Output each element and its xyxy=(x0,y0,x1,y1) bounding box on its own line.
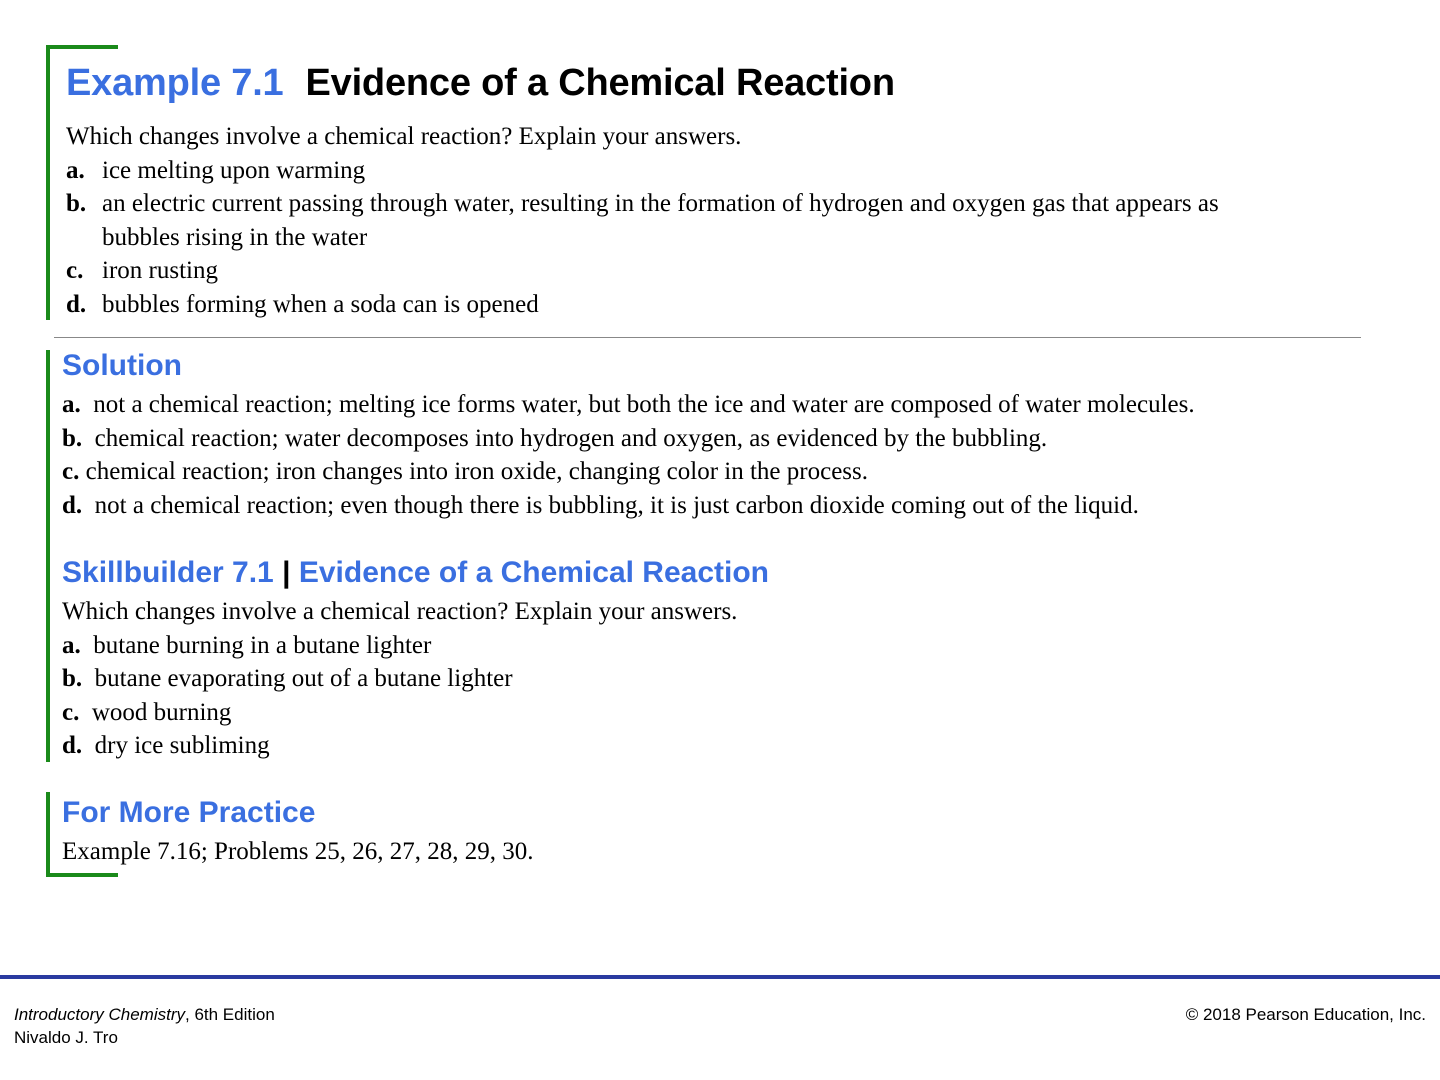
footer-copyright: © 2018 Pearson Education, Inc. xyxy=(1185,1005,1426,1024)
section-divider xyxy=(54,337,1361,338)
list-item: d. bubbles forming when a soda can is opened xyxy=(66,290,539,318)
list-item: a. not a chemical reaction; melting ice forms water, but both the ice and water are composed of water molecules. xyxy=(62,391,1195,418)
footer-book xyxy=(14,1005,275,1025)
skillbuilder-heading xyxy=(62,556,769,590)
example-number: Example 7.1 xyxy=(66,62,284,104)
list-item: d. dry ice subliming xyxy=(62,732,270,759)
list-item: a. butane burning in a butane lighter xyxy=(62,631,432,659)
list-item: b. an electric current passing through water, resulting in the formation of hydrogen and oxygen gas that appears as xyxy=(66,190,1219,217)
list-item: c. chemical reaction; iron changes into iron oxide, changing color in the process. xyxy=(62,458,868,485)
heading-separator: | xyxy=(282,556,291,589)
footer-author: Nivaldo J. Tro xyxy=(14,1028,118,1047)
bracket-gap xyxy=(44,320,52,350)
skillbuilder-number: Skillbuilder 7.1 xyxy=(62,556,274,589)
example-title-text: Evidence of a Chemical Reaction xyxy=(305,62,895,104)
practice-heading: For More Practice xyxy=(62,796,316,829)
example-title xyxy=(66,62,895,105)
list-item: c. wood burning xyxy=(62,698,232,726)
bracket-gap xyxy=(44,762,52,792)
skillbuilder-prompt: Which changes involve a chemical reaction? Explain your answers. xyxy=(62,598,738,625)
footer-book-title: Introductory Chemistry xyxy=(14,1005,185,1024)
skillbuilder-title: Evidence of a Chemical Reaction xyxy=(298,556,769,589)
practice-text: Example 7.16; Problems 25, 26, 27, 28, 29, 30. xyxy=(62,838,534,865)
solution-body xyxy=(62,388,1195,522)
footer-divider xyxy=(0,975,1440,979)
list-item: c. iron rusting xyxy=(66,257,218,284)
skillbuilder-body xyxy=(62,595,737,763)
list-item: b. butane evaporating out of a butane lighter xyxy=(62,665,513,692)
example-body xyxy=(66,120,1219,321)
list-item: b. chemical reaction; water decomposes into hydrogen and oxygen, as evidenced by the bubbling. xyxy=(62,424,1048,452)
example-prompt: Which changes involve a chemical reaction? Explain your answers. xyxy=(66,123,742,150)
solution-heading: Solution xyxy=(62,349,182,382)
list-item: d. not a chemical reaction; even though there is bubbling, it is just carbon dioxide coming out of the liquid. xyxy=(62,491,1139,519)
list-item: a. ice melting upon warming xyxy=(66,156,366,184)
list-item-continuation: bubbles rising in the water xyxy=(102,223,368,251)
footer-edition: , 6th Edition xyxy=(185,1005,275,1024)
